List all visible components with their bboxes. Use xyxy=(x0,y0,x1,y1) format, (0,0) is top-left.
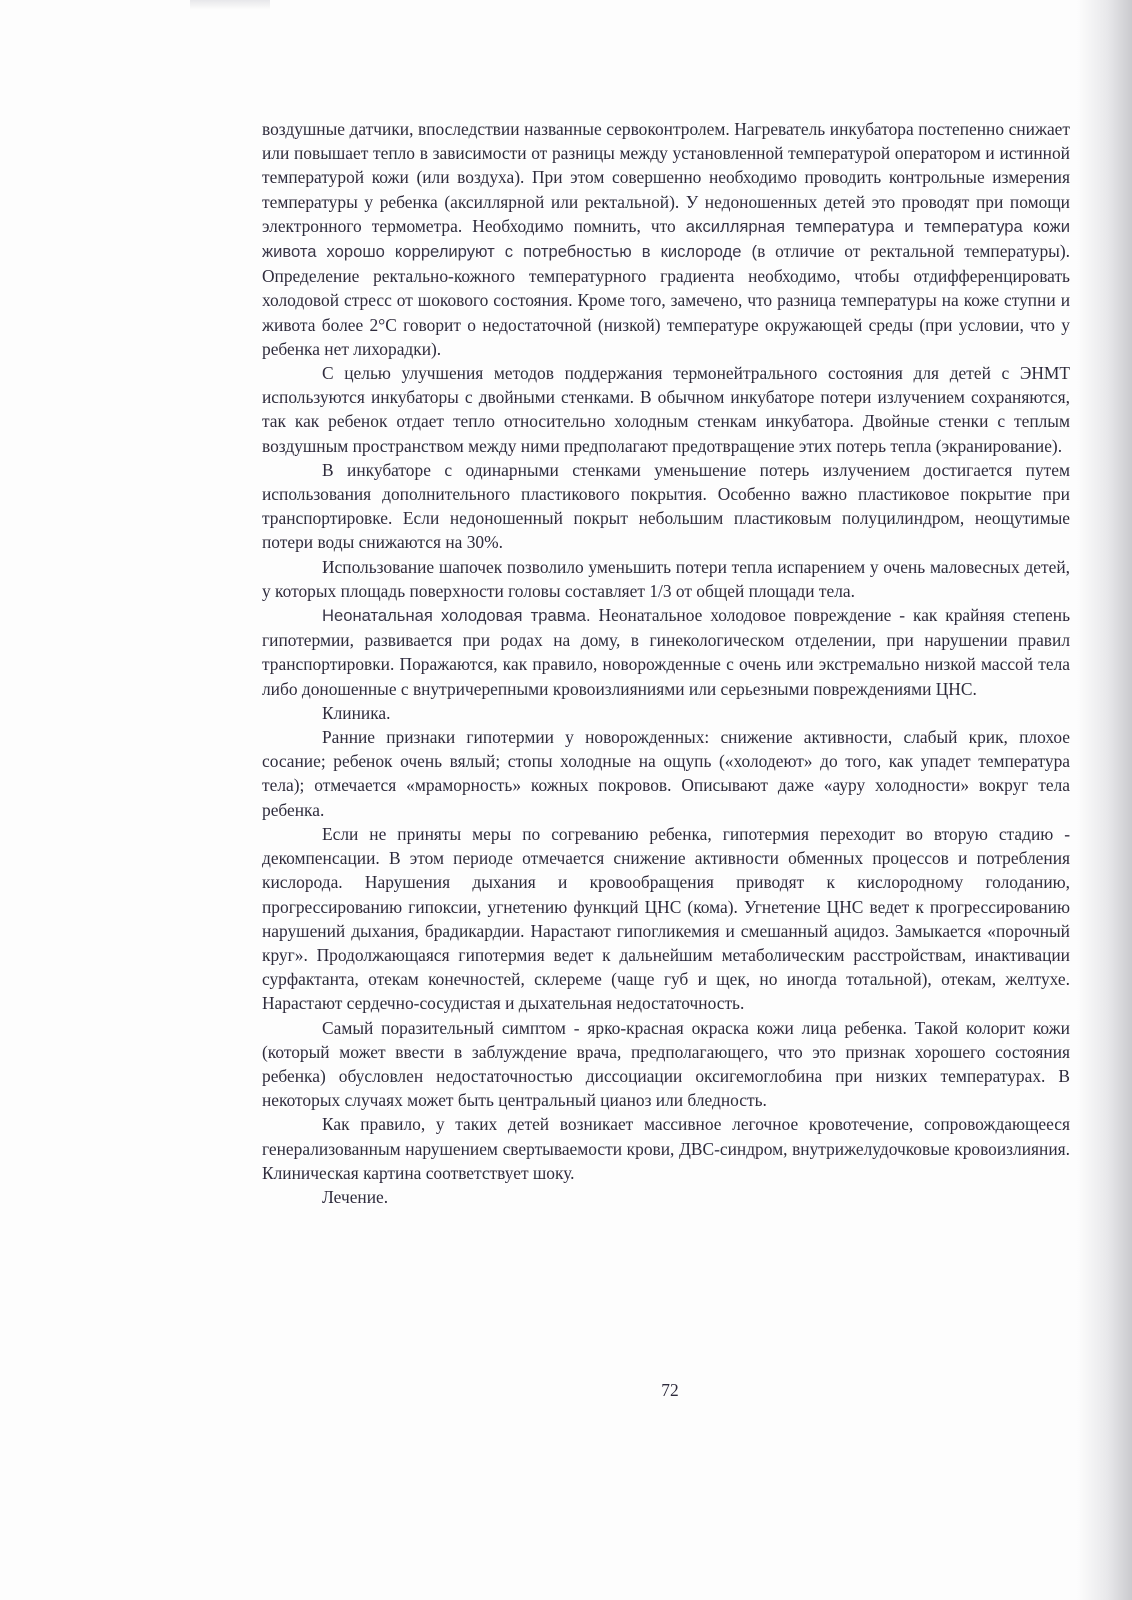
scan-smudge xyxy=(190,0,270,10)
paragraph-double-wall-incubators: С целью улучшения методов поддержания термонейтрального состояния для детей с ЭНМТ используются инкубаторы с двойными стенками. В обычном инкубаторе потери излучением сохраняются, так как ребенок отдает тепло относительно холодным стенкам инкубатора. Двойные стенки с теплым воздушным пространством между ними предполагают предотвращение этих потерь тепла (экранирование). xyxy=(262,363,1070,456)
heading-clinic: Клиника. xyxy=(322,702,391,723)
paragraph-single-wall-incubators: В инкубаторе с одинарными стенками уменьшение потерь излучением достигается путем использования дополнительного пластикового покрытия. Особенно важно пластиковое покрытие при транспортировке. Если недоношенный покрыт небольшим пластиковым полуцилиндром, неощутимые потери воды снижаются на 30%. xyxy=(262,459,1070,553)
paragraph-text: в отличие от ректальной температуры). Определение ректально-кожного температурного градиента необходимо, чтобы отдифференцировать холодовой стресс от шокового состояния. Кроме того, замечено, что разница температуры на коже ступни и живота более 2°С говорит о недостаточной (низкой) температуре окружающей среды (при условии, что у ребенка нет лихорадки). xyxy=(262,241,1070,359)
binding-shadow xyxy=(1077,0,1132,1600)
paragraph-text: Неонатальное холодовое повреждение - как крайняя степень гипотермии, развивается при родах на дому, в гинекологическом отделении, при нарушении правил транспортировки. Поражаются, как правило, новорожденные с очень или экстремально низкой массой тела либо доношенные с внутричерепными кровоизлияниями или серьезными повреждениями ЦНС. xyxy=(262,605,1070,699)
paragraph-sensor-control xyxy=(262,117,1070,361)
paragraph-early-signs: Ранние признаки гипотермии у новорожденных: снижение активности, слабый крик, плохое сосание; ребенок очень вялый; стопы холодные на ощупь («холодеют» до того, как упадет температура тела); отмечается «мраморность» кожных покровов. Описывают даже «ауру холодности» вокруг тела ребенка. xyxy=(262,727,1070,820)
heading-treatment: Лечение. xyxy=(322,1186,389,1207)
paragraph-caps: Использование шапочек позволило уменьшить потери тепла испарением у очень маловесных детей, у которых площадь поверхности головы составляет 1/3 от общей площади тела. xyxy=(262,556,1070,601)
paragraph-decompensation: Если не приняты меры по согреванию ребенка, гипотермия переходит во вторую стадию - декомпенсации. В этом периоде отмечается снижение активности обменных процессов и потребления кислорода. Нарушения дыхания и кровообращения приводят к кислородному голоданию, прогрессированию гипоксии, угнетению функций ЦНС (кома). Угнетение ЦНС ведет к прогрессированию нарушений дыхания, брадикардии. Нарастают гипогликемия и смешанный ацидоз. Замыкается «порочный круг». Продолжающаяся гипотермия ведет к дальнейшим метаболическим расстройствам, инактивации сурфактанта, отекам конечностей, склереме (чаще губ и щек, но иногда тотальной), отекам, желтухе. Нарастают сердечно-сосудистая и дыхательная недостаточность. xyxy=(262,823,1070,1014)
page-number: 72 xyxy=(661,1380,679,1400)
section-heading: Неонатальная холодовая травма. xyxy=(322,606,591,626)
paragraph-text: воздушные датчики, впоследствии названные сервоконтролем. Нагреватель инкубатора постепенно снижает или повышает тепло в зависимости от разницы между установленной температурой оператором и истинной температурой кожи (или воздуха). При этом совершенно необходимо проводить контрольные измерения температуры у ребенка (аксиллярной или ректальной). У недоношенных детей это проводят при помощи электронного термометра. Необходимо помнить, что xyxy=(262,119,1070,236)
body-text xyxy=(262,117,1070,1209)
emphasis-text: аксиллярная температура и температура кожи живота хорошо коррелируют с потребностью в кислороде ( xyxy=(262,216,1070,262)
paragraph-pulmonary-hemorrhage: Как правило, у таких детей возникает массивное легочное кровотечение, сопровождающееся генерализованным нарушением свертываемости крови, ДВС-синдром, внутрижелудочковые кровоизлияния. Клиническая картина соответствует шоку. xyxy=(262,1114,1070,1183)
paragraph-neonatal-cold-injury xyxy=(262,603,1070,701)
paragraph-red-skin-symptom: Самый поразительный симптом - ярко-красная окраска кожи лица ребенка. Такой колорит кожи (который может ввести в заблуждение врача, предполагающего, что это признак хорошего состояния ребенка) обусловлен недостаточностью диссоциации оксигемоглобина при низких температурах. В некоторых случаях может быть центральный цианоз или бледность. xyxy=(262,1017,1070,1111)
